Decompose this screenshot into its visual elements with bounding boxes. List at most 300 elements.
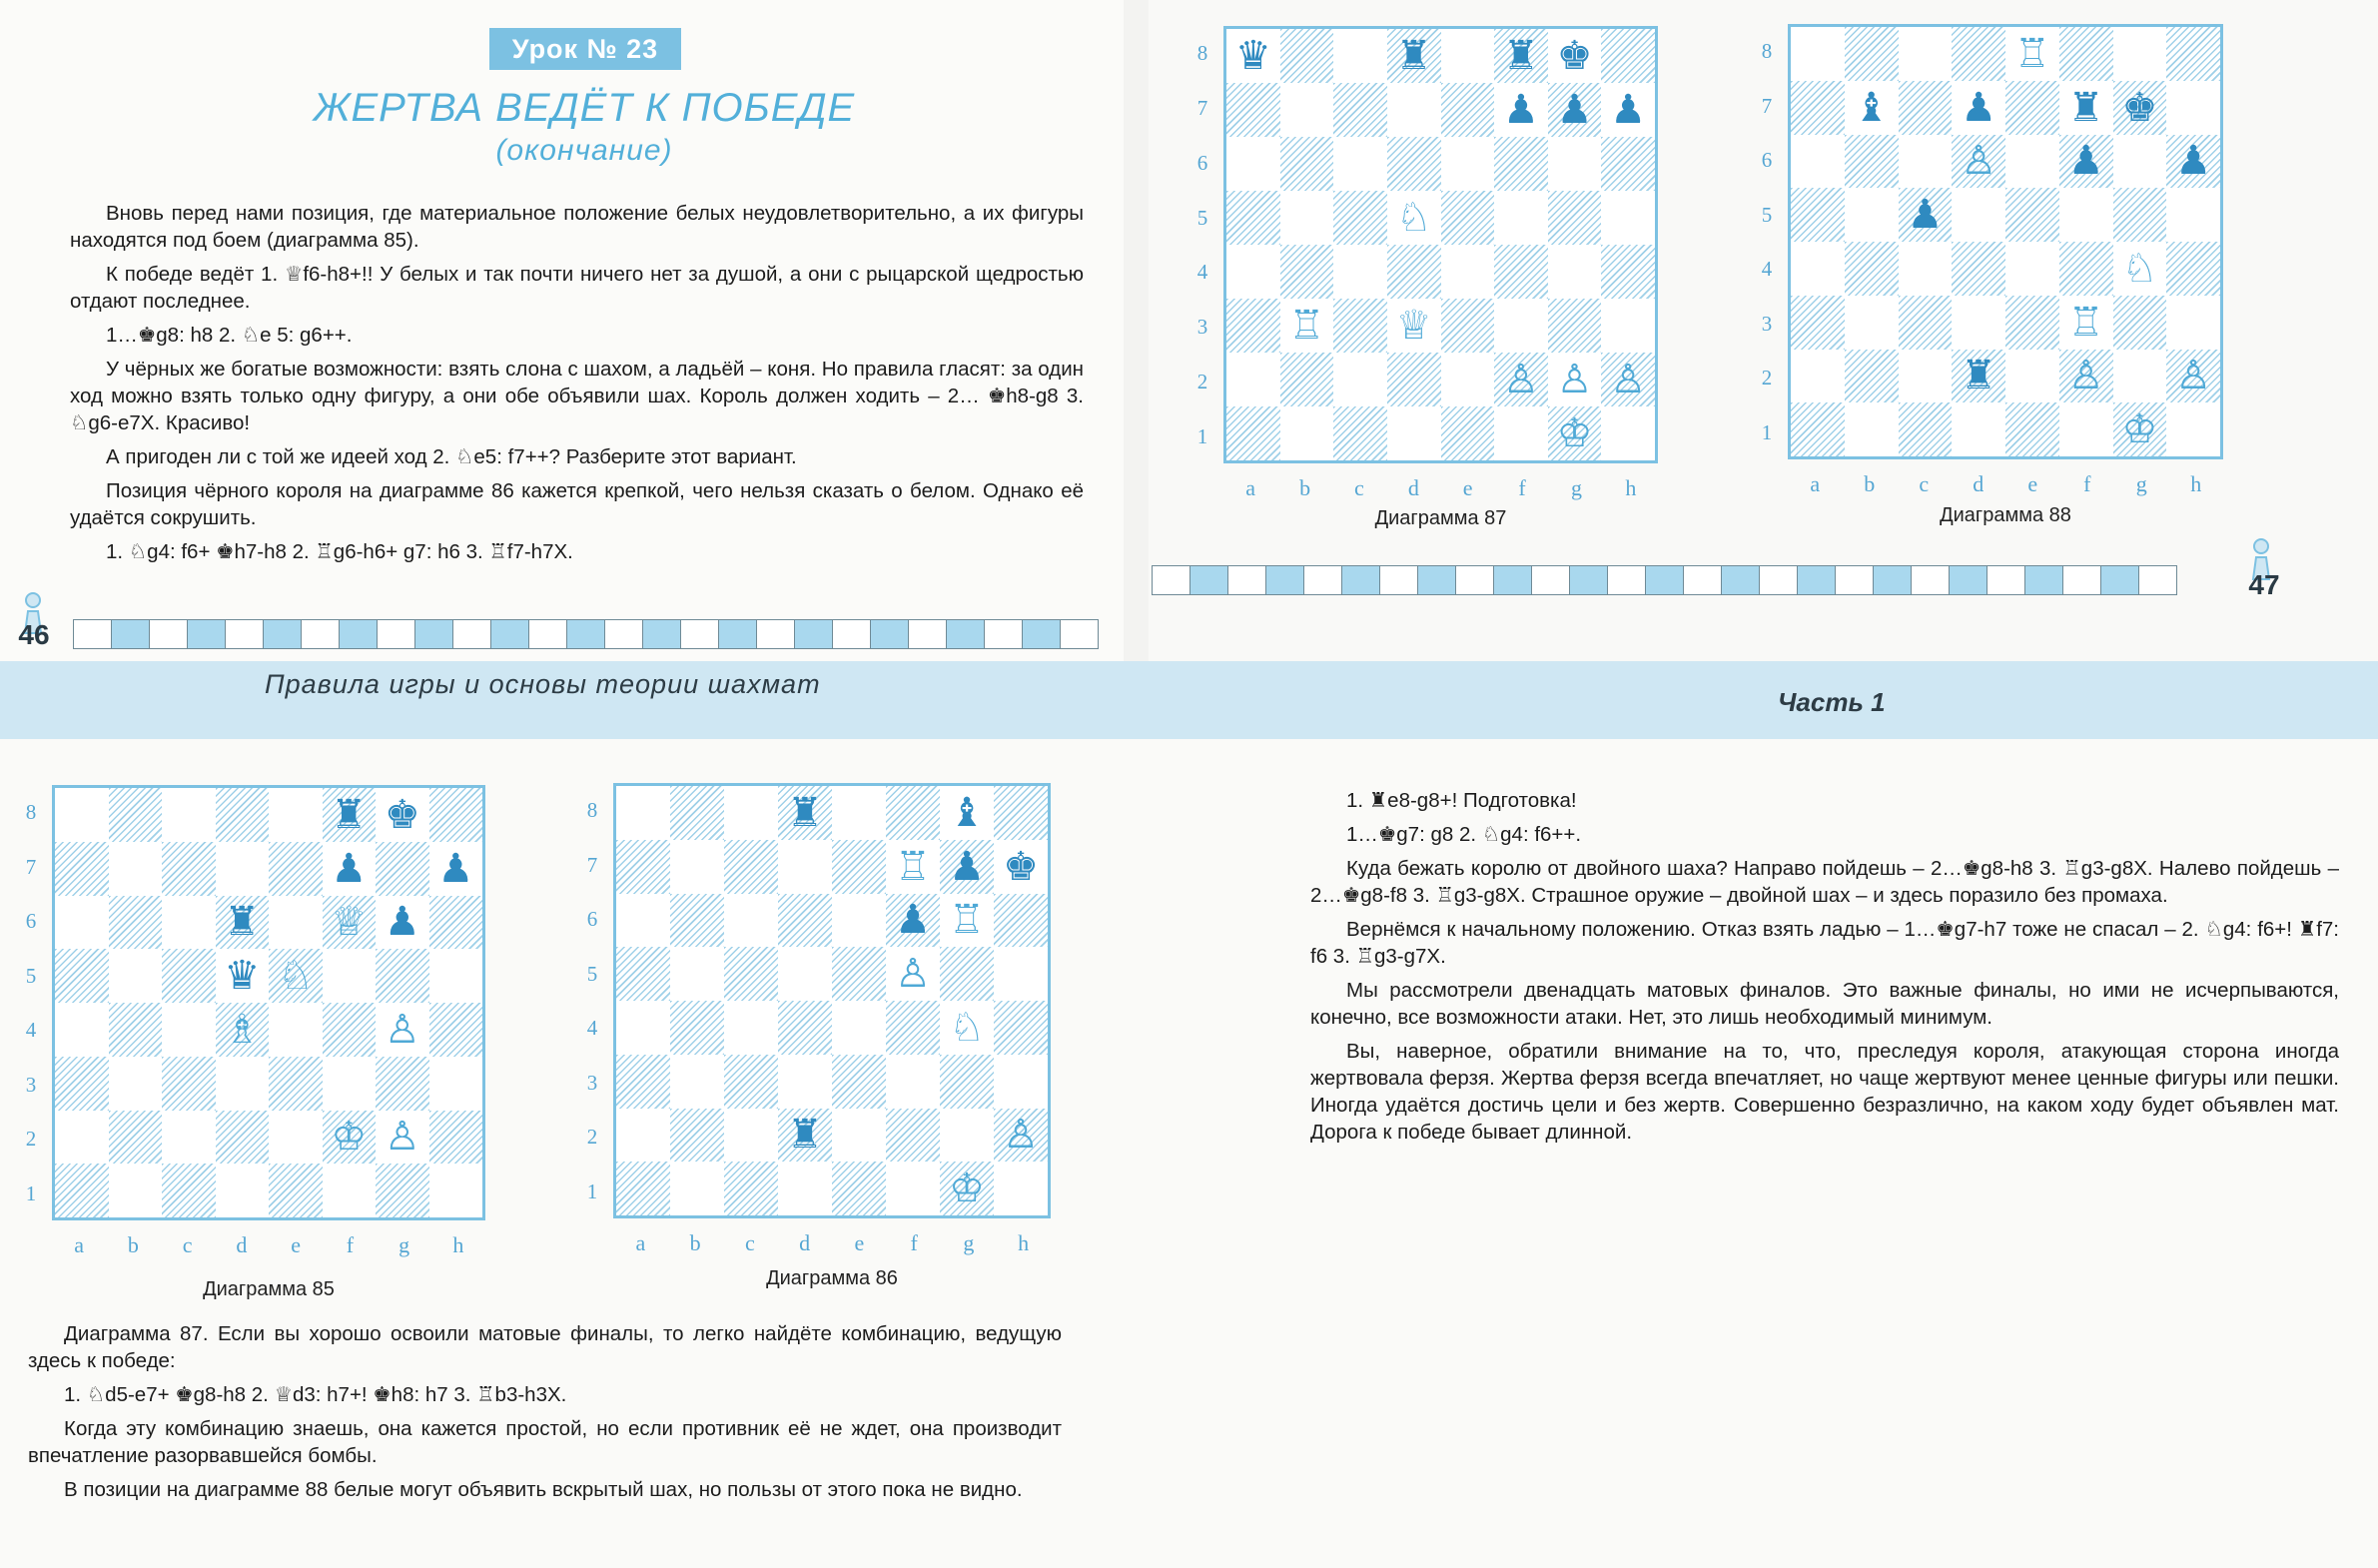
rank-label: 3 xyxy=(25,1072,37,1097)
file-label: h xyxy=(1018,1230,1030,1255)
square-c5 xyxy=(162,949,216,1003)
rank-label: 1 xyxy=(586,1178,598,1203)
square-h6 xyxy=(994,894,1048,948)
square-f5 xyxy=(2059,188,2113,242)
file-label: b xyxy=(1864,471,1876,496)
white-pawn-icon: ♙ xyxy=(2175,353,2212,399)
square-h4 xyxy=(2166,242,2220,296)
square-d5 xyxy=(216,949,270,1003)
square-a5 xyxy=(616,947,670,1001)
square-e2 xyxy=(1441,353,1495,406)
rank-label: 4 xyxy=(586,1016,598,1041)
white-queen-icon: ♕ xyxy=(1395,303,1432,349)
strip-square xyxy=(528,619,567,649)
square-e5 xyxy=(269,949,323,1003)
square-b7 xyxy=(670,840,724,894)
square-a8 xyxy=(1226,29,1280,83)
square-g1 xyxy=(1548,406,1602,460)
rank-label: 4 xyxy=(1196,260,1208,285)
strip-square xyxy=(794,619,833,649)
rank-label: 6 xyxy=(1196,150,1208,175)
paragraph: В позиции на диаграмме 88 белые могут объявить вскрытый шах, но пользы от этого пока не видно. xyxy=(64,1478,1023,1501)
square-d5 xyxy=(1952,188,2005,242)
square-a1 xyxy=(1226,406,1280,460)
square-h2 xyxy=(429,1111,483,1165)
white-pawn-icon: ♙ xyxy=(2067,353,2104,399)
square-h3 xyxy=(994,1055,1048,1109)
square-d8 xyxy=(1387,29,1441,83)
white-king-icon: ♔ xyxy=(949,1166,985,1212)
strip-square xyxy=(377,619,415,649)
strip-square xyxy=(1949,565,1987,595)
square-a4 xyxy=(55,1003,109,1057)
paragraph: Вы, наверное, обратили внимание на то, что, преследуя короля, атакующая сторона иногда жертвовала ферзя. Жертва ферзя всегда впечатляет, но чаще жертвуют менее ценные фигуры или пешки. Иногда удаётся достичь цели и без жертв. Совершенно безразлично, на каком ходу будет объявлен мат. Дорога к победе бывает длинной. xyxy=(1310,1040,2339,1144)
strip-square xyxy=(718,619,757,649)
square-b7 xyxy=(1280,83,1334,137)
square-g7 xyxy=(1548,83,1602,137)
square-f4 xyxy=(1494,245,1548,299)
square-b8 xyxy=(670,786,724,840)
square-a4 xyxy=(1226,245,1280,299)
square-c6 xyxy=(1333,137,1387,191)
rank-label: 5 xyxy=(25,963,37,988)
strip-square xyxy=(642,619,681,649)
square-d4 xyxy=(1387,245,1441,299)
black-pawn-icon: ♟ xyxy=(1556,87,1593,133)
square-g2 xyxy=(940,1109,994,1163)
strip-square xyxy=(1189,565,1228,595)
square-h4 xyxy=(1601,245,1655,299)
lesson-tag: Урок № 23 xyxy=(489,28,681,70)
square-h6 xyxy=(2166,135,2220,189)
white-knight-icon: ♘ xyxy=(1395,195,1432,241)
square-c7 xyxy=(724,840,778,894)
file-label: h xyxy=(452,1232,464,1257)
strip-square xyxy=(984,619,1023,649)
square-b2 xyxy=(1280,353,1334,406)
black-rook-icon: ♜ xyxy=(2067,84,2104,131)
white-rook-icon: ♖ xyxy=(895,843,931,890)
square-a7 xyxy=(1791,81,1845,135)
file-label: c xyxy=(1354,475,1364,500)
square-g4 xyxy=(2113,242,2167,296)
chess-board-88 xyxy=(1788,24,2223,459)
square-h1 xyxy=(429,1164,483,1217)
square-g3 xyxy=(376,1057,429,1111)
file-label: d xyxy=(1973,471,1984,496)
square-e8 xyxy=(1441,29,1495,83)
square-e1 xyxy=(269,1164,323,1217)
square-f6 xyxy=(2059,135,2113,189)
rank-label: 8 xyxy=(1761,39,1773,64)
white-knight-icon: ♘ xyxy=(277,953,314,1000)
rank-label: 6 xyxy=(1761,148,1773,173)
square-f7 xyxy=(323,842,377,896)
square-e8 xyxy=(832,786,886,840)
rank-label: 7 xyxy=(1761,93,1773,118)
file-label: e xyxy=(1462,475,1473,500)
file-label: b xyxy=(1299,475,1311,500)
strip-square xyxy=(1911,565,1950,595)
square-g6 xyxy=(2113,135,2167,189)
running-head-left: Правила игры и основы теории шахмат xyxy=(265,669,821,699)
square-c4 xyxy=(1333,245,1387,299)
square-g7 xyxy=(376,842,429,896)
file-label: f xyxy=(910,1230,918,1255)
square-b5 xyxy=(109,949,163,1003)
square-b8 xyxy=(109,788,163,842)
square-e3 xyxy=(832,1055,886,1109)
square-b4 xyxy=(109,1003,163,1057)
black-queen-icon: ♛ xyxy=(1234,33,1271,79)
square-e4 xyxy=(2005,242,2059,296)
square-a6 xyxy=(1226,137,1280,191)
strip-square xyxy=(870,619,909,649)
square-c1 xyxy=(162,1164,216,1217)
square-h8 xyxy=(429,788,483,842)
bottom-text xyxy=(28,1320,1062,1510)
square-b2 xyxy=(109,1111,163,1165)
black-king-icon: ♚ xyxy=(384,791,420,838)
square-f1 xyxy=(1494,406,1548,460)
square-f2 xyxy=(1494,353,1548,406)
square-b7 xyxy=(1845,81,1899,135)
black-pawn-icon: ♟ xyxy=(2175,138,2212,185)
strip-square xyxy=(2024,565,2063,595)
square-b3 xyxy=(1845,296,1899,350)
square-f8 xyxy=(2059,27,2113,81)
square-h5 xyxy=(429,949,483,1003)
square-e2 xyxy=(832,1109,886,1163)
white-pawn-icon: ♙ xyxy=(1556,357,1593,402)
rank-label: 2 xyxy=(586,1125,598,1150)
square-g3 xyxy=(940,1055,994,1109)
square-h3 xyxy=(1601,299,1655,353)
square-b3 xyxy=(670,1055,724,1109)
strip-square xyxy=(73,619,112,649)
square-h1 xyxy=(2166,402,2220,456)
square-b2 xyxy=(1845,350,1899,403)
square-f3 xyxy=(1494,299,1548,353)
strip-square xyxy=(680,619,719,649)
square-e6 xyxy=(2005,135,2059,189)
file-label: e xyxy=(854,1230,865,1255)
square-e5 xyxy=(1441,191,1495,245)
paragraph: Когда эту комбинацию знаешь, она кажется простой, но если противник её не ждет, она производит впечатление разорвавшейся бомбы. xyxy=(28,1417,1062,1467)
square-g2 xyxy=(376,1111,429,1165)
square-d3 xyxy=(778,1055,832,1109)
square-h7 xyxy=(1601,83,1655,137)
paragraph: 1. ♘d5-e7+ ♚g8-h8 2. ♕d3: h7+! ♚h8: h7 3. ♖b3-h3X. xyxy=(64,1383,567,1406)
square-a2 xyxy=(616,1109,670,1163)
square-h2 xyxy=(2166,350,2220,403)
strip-square xyxy=(1683,565,1722,595)
square-h2 xyxy=(1601,353,1655,406)
rank-label: 1 xyxy=(1761,419,1773,444)
square-c5 xyxy=(1899,188,1953,242)
paragraph: 1…♚g7: g8 2. ♘g4: f6++. xyxy=(1346,823,1582,846)
white-pawn-icon: ♙ xyxy=(1503,357,1539,402)
square-d1 xyxy=(1387,406,1441,460)
square-c4 xyxy=(1899,242,1953,296)
rank-label: 2 xyxy=(1761,366,1773,391)
square-b4 xyxy=(670,1001,724,1055)
square-g8 xyxy=(2113,27,2167,81)
strip-square xyxy=(908,619,947,649)
square-e7 xyxy=(2005,81,2059,135)
square-d7 xyxy=(778,840,832,894)
rank-label: 8 xyxy=(25,800,37,825)
white-rook-icon: ♖ xyxy=(2067,299,2104,346)
square-e7 xyxy=(269,842,323,896)
square-g6 xyxy=(940,894,994,948)
square-e8 xyxy=(2005,27,2059,81)
square-d4 xyxy=(216,1003,270,1057)
square-h2 xyxy=(994,1109,1048,1163)
strip-square xyxy=(1797,565,1836,595)
square-f4 xyxy=(2059,242,2113,296)
square-d3 xyxy=(1952,296,2005,350)
square-a6 xyxy=(616,894,670,948)
square-d8 xyxy=(778,786,832,840)
square-b8 xyxy=(1280,29,1334,83)
square-e4 xyxy=(832,1001,886,1055)
file-label: g xyxy=(398,1232,410,1257)
lesson-text xyxy=(70,200,1084,572)
square-c3 xyxy=(162,1057,216,1111)
file-label: f xyxy=(346,1232,355,1257)
strip-square xyxy=(2062,565,2101,595)
strip-square xyxy=(1835,565,1874,595)
square-f2 xyxy=(2059,350,2113,403)
square-e7 xyxy=(832,840,886,894)
rank-label: 6 xyxy=(25,909,37,934)
square-b8 xyxy=(1845,27,1899,81)
paragraph: А пригоден ли с той же идеей ход 2. ♘e5: f7++? Разберите этот вариант. xyxy=(106,445,797,468)
square-e2 xyxy=(269,1111,323,1165)
diagram-caption: Диаграмма 87 xyxy=(1374,507,1507,529)
square-c3 xyxy=(1333,299,1387,353)
square-f3 xyxy=(323,1057,377,1111)
square-c7 xyxy=(1899,81,1953,135)
diagram-caption: Диаграмма 88 xyxy=(1940,504,2071,526)
square-a4 xyxy=(616,1001,670,1055)
square-c1 xyxy=(1899,402,1953,456)
rank-label: 3 xyxy=(586,1070,598,1095)
paragraph: 1…♚g8: h8 2. ♘e 5: g6++. xyxy=(106,324,353,347)
square-e6 xyxy=(832,894,886,948)
square-c4 xyxy=(162,1003,216,1057)
square-f7 xyxy=(886,840,940,894)
file-label: d xyxy=(799,1230,811,1255)
strip-square xyxy=(490,619,529,649)
rank-label: 7 xyxy=(25,854,37,879)
square-a5 xyxy=(1791,188,1845,242)
square-d7 xyxy=(216,842,270,896)
rank-label: 5 xyxy=(1196,205,1208,230)
square-a2 xyxy=(55,1111,109,1165)
square-f5 xyxy=(1494,191,1548,245)
square-h5 xyxy=(2166,188,2220,242)
square-g1 xyxy=(2113,402,2167,456)
square-e3 xyxy=(269,1057,323,1111)
white-rook-icon: ♖ xyxy=(1288,303,1325,349)
lesson-title: ЖЕРТВА ВЕДЁТ К ПОБЕДЕ xyxy=(313,86,856,130)
white-pawn-icon: ♙ xyxy=(895,951,931,998)
paragraph: Мы рассмотрели двенадцать матовых финалов. Это важные финалы, но ими не исчерпываются, конечно, все возможности атаки. Нет, это лишь необходимый минимум. xyxy=(1310,979,2339,1029)
file-label: a xyxy=(635,1230,646,1255)
square-a2 xyxy=(1791,350,1845,403)
square-c8 xyxy=(1899,27,1953,81)
rank-label: 5 xyxy=(1761,202,1773,227)
white-king-icon: ♔ xyxy=(1556,410,1593,456)
square-h1 xyxy=(1601,406,1655,460)
black-rook-icon: ♜ xyxy=(1961,353,1997,399)
square-h3 xyxy=(2166,296,2220,350)
strip-square xyxy=(566,619,605,649)
square-a5 xyxy=(1226,191,1280,245)
black-pawn-icon: ♟ xyxy=(331,845,368,892)
square-d5 xyxy=(778,947,832,1001)
page-46 xyxy=(0,0,1124,661)
square-g1 xyxy=(376,1164,429,1217)
square-e1 xyxy=(1441,406,1495,460)
square-g1 xyxy=(940,1162,994,1215)
black-bishop-icon: ♝ xyxy=(949,789,985,836)
square-d6 xyxy=(216,896,270,950)
page-number: 46 xyxy=(18,619,50,650)
square-b5 xyxy=(1845,188,1899,242)
square-c6 xyxy=(162,896,216,950)
file-label: g xyxy=(1570,475,1582,500)
strip-square xyxy=(1227,565,1266,595)
black-pawn-icon: ♟ xyxy=(437,845,474,892)
square-d1 xyxy=(1952,402,2005,456)
white-bishop-icon: ♗ xyxy=(224,1006,261,1053)
file-label: a xyxy=(74,1232,84,1257)
square-h7 xyxy=(429,842,483,896)
square-c2 xyxy=(162,1111,216,1165)
square-f8 xyxy=(886,786,940,840)
square-h7 xyxy=(2166,81,2220,135)
black-queen-icon: ♛ xyxy=(224,953,261,1000)
file-label: f xyxy=(2083,471,2091,496)
square-f4 xyxy=(323,1003,377,1057)
square-h8 xyxy=(2166,27,2220,81)
square-d6 xyxy=(1387,137,1441,191)
decorative-square-strip xyxy=(1153,565,2177,597)
strip-square xyxy=(1873,565,1912,595)
black-pawn-icon: ♟ xyxy=(1961,84,1997,131)
white-rook-icon: ♖ xyxy=(949,897,985,944)
square-f6 xyxy=(1494,137,1548,191)
rank-label: 2 xyxy=(25,1127,37,1152)
square-c6 xyxy=(724,894,778,948)
square-e4 xyxy=(269,1003,323,1057)
white-pawn-icon: ♙ xyxy=(384,1114,420,1161)
file-label: g xyxy=(963,1230,975,1255)
black-rook-icon: ♜ xyxy=(787,789,823,836)
square-h3 xyxy=(429,1057,483,1111)
diagram-caption: Диаграмма 85 xyxy=(203,1278,335,1300)
square-d2 xyxy=(778,1109,832,1163)
square-b1 xyxy=(1280,406,1334,460)
strip-square xyxy=(339,619,378,649)
square-e2 xyxy=(2005,350,2059,403)
square-b6 xyxy=(1845,135,1899,189)
square-b6 xyxy=(1280,137,1334,191)
square-d3 xyxy=(216,1057,270,1111)
file-label: d xyxy=(236,1232,248,1257)
file-label: h xyxy=(2190,471,2202,496)
black-king-icon: ♚ xyxy=(1556,33,1593,79)
strip-square xyxy=(1303,565,1342,595)
strip-square xyxy=(1531,565,1570,595)
strip-square xyxy=(1721,565,1760,595)
square-g8 xyxy=(940,786,994,840)
square-g6 xyxy=(1548,137,1602,191)
file-label: c xyxy=(744,1230,755,1255)
rank-label: 2 xyxy=(1196,369,1208,393)
square-e5 xyxy=(2005,188,2059,242)
file-label: b xyxy=(127,1232,139,1257)
square-g8 xyxy=(376,788,429,842)
square-c2 xyxy=(1899,350,1953,403)
square-e8 xyxy=(269,788,323,842)
page-number: 47 xyxy=(2248,569,2280,600)
rank-label: 1 xyxy=(1196,423,1208,448)
square-d4 xyxy=(1952,242,2005,296)
file-label: d xyxy=(1407,475,1419,500)
square-f5 xyxy=(886,947,940,1001)
black-king-icon: ♚ xyxy=(2121,84,2158,131)
square-f8 xyxy=(1494,29,1548,83)
rank-label: 4 xyxy=(25,1018,37,1043)
strip-square xyxy=(1986,565,2025,595)
header-band xyxy=(0,661,2378,739)
file-label: g xyxy=(2135,471,2147,496)
rank-label: 3 xyxy=(1196,315,1208,340)
rank-label: 4 xyxy=(1761,257,1773,282)
square-a4 xyxy=(1791,242,1845,296)
paragraph: У чёрных же богатые возможности: взять слона с шахом, а ладьёй – коня. Но правила гласят: за один ход можно взять только одну фигуру, а они обе объявили шах. Король должен ходить – 2… ♚h8-g8 3. ♘g6-e7X. Красиво! xyxy=(70,358,1084,434)
strip-square xyxy=(1060,619,1099,649)
square-f3 xyxy=(886,1055,940,1109)
strip-square xyxy=(1759,565,1798,595)
square-c5 xyxy=(1333,191,1387,245)
rank-label: 6 xyxy=(586,907,598,932)
square-d1 xyxy=(778,1162,832,1215)
rank-label: 7 xyxy=(1196,96,1208,121)
decorative-square-strip xyxy=(74,619,1099,651)
file-label: e xyxy=(291,1232,301,1257)
square-d6 xyxy=(778,894,832,948)
square-g2 xyxy=(2113,350,2167,403)
square-c8 xyxy=(162,788,216,842)
rank-label: 7 xyxy=(586,852,598,877)
square-c6 xyxy=(1899,135,1953,189)
square-d8 xyxy=(216,788,270,842)
white-king-icon: ♔ xyxy=(2121,406,2158,453)
rank-label: 8 xyxy=(586,798,598,823)
square-b1 xyxy=(109,1164,163,1217)
strip-square xyxy=(414,619,453,649)
square-b7 xyxy=(109,842,163,896)
square-g4 xyxy=(940,1001,994,1055)
square-a5 xyxy=(55,949,109,1003)
square-a1 xyxy=(1791,402,1845,456)
square-b3 xyxy=(1280,299,1334,353)
